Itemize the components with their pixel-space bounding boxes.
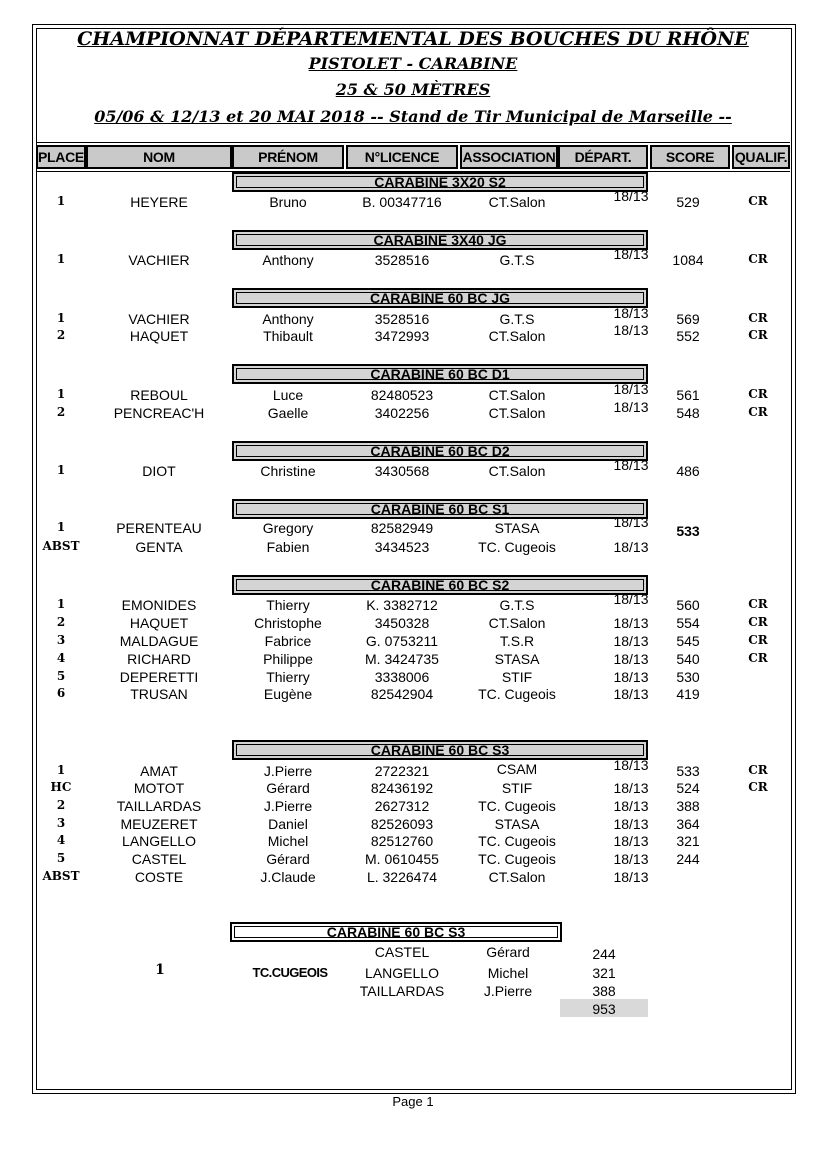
licence-cell: 82512760 xyxy=(370,833,434,849)
depart-cell: 18/13 xyxy=(613,514,649,530)
col-header-place: PLACE xyxy=(36,145,86,169)
result-row xyxy=(36,633,790,651)
col-header-association: ASSOCIATION xyxy=(460,145,558,169)
result-row xyxy=(36,246,790,270)
licence-cell: 82542904 xyxy=(370,686,434,702)
result-row xyxy=(36,686,790,704)
team-member-nom: CASTEL xyxy=(374,944,430,960)
category-banner: CARABINE 3X20 S2 xyxy=(232,172,648,192)
prenom-cell: J.Pierre xyxy=(263,798,313,814)
prenom-cell: Fabien xyxy=(266,539,310,555)
score-cell: 554 xyxy=(676,615,700,631)
prenom-cell: Anthony xyxy=(262,311,314,327)
team-member-row xyxy=(0,944,826,962)
association-cell: TC. Cugeois xyxy=(478,686,556,702)
depart-cell: 18/13 xyxy=(613,633,649,649)
nom-cell: MOTOT xyxy=(133,780,185,796)
depart-cell: 18/13 xyxy=(613,322,649,338)
licence-cell: 82480523 xyxy=(370,387,434,403)
depart-cell: 18/13 xyxy=(613,615,649,631)
licence-cell: 3338006 xyxy=(374,669,430,685)
place-cell: 4 xyxy=(56,833,66,847)
association-cell: TC. Cugeois xyxy=(478,798,556,814)
nom-cell: DEPERETTI xyxy=(119,669,199,685)
result-row xyxy=(36,869,790,887)
place-cell: 2 xyxy=(56,328,66,342)
place-cell: 4 xyxy=(56,651,66,665)
result-row xyxy=(36,851,790,869)
prenom-cell: Bruno xyxy=(269,194,307,210)
col-header-score: SCORE xyxy=(650,145,730,169)
depart-cell: 18/13 xyxy=(613,869,649,885)
depart-cell: 18/13 xyxy=(613,651,649,667)
association-cell: T.S.R xyxy=(499,633,535,649)
licence-cell: 2722321 xyxy=(374,763,430,779)
team-member-nom: LANGELLO xyxy=(365,965,439,981)
nom-cell: LANGELLO xyxy=(122,833,196,849)
association-cell: TC. Cugeois xyxy=(478,851,556,867)
prenom-cell: Luce xyxy=(272,387,304,403)
score-cell: 1084 xyxy=(672,252,704,268)
licence-cell: K. 3382712 xyxy=(366,597,438,613)
depart-cell: 18/13 xyxy=(613,188,649,204)
licence-cell: 3402256 xyxy=(374,405,430,421)
prenom-cell: Gérard xyxy=(266,780,310,796)
score-cell: 244 xyxy=(676,851,700,867)
depart-cell: 18/13 xyxy=(613,305,649,321)
licence-cell: 3434523 xyxy=(374,539,430,555)
score-cell: 530 xyxy=(676,669,700,685)
depart-cell: 18/13 xyxy=(613,246,649,262)
nom-cell: HEYERE xyxy=(130,194,188,210)
category-banner: CARABINE 60 BC D1 xyxy=(232,364,648,384)
score-cell: 569 xyxy=(676,311,700,327)
licence-cell: 3528516 xyxy=(374,311,430,327)
score-cell: 486 xyxy=(676,463,700,479)
category-banner: CARABINE 60 BC JG xyxy=(232,288,648,308)
team-total: 953 xyxy=(592,1001,616,1017)
category-banner: CARABINE 60 BC S1 xyxy=(232,499,648,519)
score-cell: 321 xyxy=(676,833,700,849)
licence-cell: 3450328 xyxy=(374,615,430,631)
prenom-cell: Michel xyxy=(267,833,309,849)
qualif-cell: CR xyxy=(748,763,768,777)
depart-cell: 18/13 xyxy=(613,816,649,832)
depart-cell: 18/13 xyxy=(613,686,649,702)
depart-cell: 18/13 xyxy=(613,381,649,397)
licence-cell: M. 3424735 xyxy=(365,651,439,667)
result-row xyxy=(36,591,790,615)
association-cell: CT.Salon xyxy=(488,194,546,210)
col-header-licence: N°LICENCE xyxy=(346,145,458,169)
place-cell: HC xyxy=(50,780,72,794)
licence-cell: 82582949 xyxy=(370,520,434,536)
qualif-cell: CR xyxy=(748,405,768,419)
result-row xyxy=(36,651,790,669)
prenom-cell: Thierry xyxy=(266,669,310,685)
prenom-cell: Eugène xyxy=(263,686,313,702)
nom-cell: HAQUET xyxy=(129,615,189,631)
col-header-depart: DÉPART. xyxy=(558,145,648,169)
category-banner: CARABINE 60 BC S3 xyxy=(232,740,648,760)
place-cell: ABST xyxy=(42,869,80,883)
category-banner: CARABINE 60 BC D2 xyxy=(232,441,648,461)
place-cell: 1 xyxy=(56,252,66,266)
score-cell: 540 xyxy=(676,651,700,667)
association-cell: G.T.S xyxy=(499,252,535,268)
association-cell: TC. Cugeois xyxy=(478,833,556,849)
nom-cell: COSTE xyxy=(134,869,184,885)
result-row xyxy=(36,757,790,781)
team-member-score: 321 xyxy=(592,965,616,981)
association-cell: STASA xyxy=(494,816,540,832)
place-cell: 3 xyxy=(56,633,66,647)
score-cell: 548 xyxy=(676,405,700,421)
association-cell: TC. Cugeois xyxy=(478,539,556,555)
nom-cell: EMONIDES xyxy=(121,597,197,613)
licence-cell: 3528516 xyxy=(374,252,430,268)
prenom-cell: Thibault xyxy=(263,328,313,344)
depart-cell: 18/13 xyxy=(613,851,649,867)
place-cell: 2 xyxy=(56,798,66,812)
nom-cell: VACHIER xyxy=(128,311,190,327)
prenom-cell: Daniel xyxy=(268,816,308,832)
place-cell: 1 xyxy=(56,520,66,534)
nom-cell: PERENTEAU xyxy=(116,520,202,536)
result-row xyxy=(36,780,790,798)
depart-cell: 18/13 xyxy=(613,591,649,607)
qualif-cell: CR xyxy=(748,311,768,325)
document-subtitle: PISTOLET - CARABINE xyxy=(308,54,518,73)
prenom-cell: Gaelle xyxy=(267,405,309,421)
association-cell: STIF xyxy=(501,669,533,685)
score-cell: 545 xyxy=(676,633,700,649)
place-cell: 5 xyxy=(56,851,66,865)
prenom-cell: Gérard xyxy=(266,851,310,867)
place-cell: 1 xyxy=(56,463,66,477)
nom-cell: CASTEL xyxy=(131,851,187,867)
nom-cell: MALDAGUE xyxy=(119,633,199,649)
team-category-banner: CARABINE 60 BC S3 xyxy=(230,922,562,942)
qualif-cell: CR xyxy=(748,328,768,342)
score-cell: 364 xyxy=(676,816,700,832)
licence-cell: M. 0610455 xyxy=(365,851,439,867)
nom-cell: AMAT xyxy=(140,763,178,779)
nom-cell: GENTA xyxy=(135,539,183,555)
qualif-cell: CR xyxy=(748,597,768,611)
qualif-cell: CR xyxy=(748,194,768,208)
document-title: CHAMPIONNAT DÉPARTEMENTAL DES BOUCHES DU RHÔNE xyxy=(77,28,749,50)
score-cell: 552 xyxy=(676,328,700,344)
score-cell: 388 xyxy=(676,798,700,814)
place-cell: 5 xyxy=(56,669,66,683)
category-banner: CARABINE 60 BC S2 xyxy=(232,575,648,595)
licence-cell: 82436192 xyxy=(370,780,434,796)
association-cell: G.T.S xyxy=(499,597,535,613)
licence-cell: G. 0753211 xyxy=(365,633,439,649)
depart-cell: 18/13 xyxy=(613,780,649,796)
licence-cell: 3472993 xyxy=(374,328,430,344)
score-cell: 533 xyxy=(676,523,700,539)
qualif-cell: CR xyxy=(748,387,768,401)
document-dates: 05/06 & 12/13 et 20 MAI 2018 -- Stand de Tir Municipal de Marseille -- xyxy=(94,107,732,126)
place-cell: 1 xyxy=(56,597,66,611)
licence-cell: L. 3226474 xyxy=(366,869,438,885)
qualif-cell: CR xyxy=(748,252,768,266)
result-row xyxy=(36,457,790,481)
page-number: Page 1 xyxy=(392,1094,434,1109)
team-member-score: 244 xyxy=(592,946,616,962)
prenom-cell: Christophe xyxy=(254,615,322,631)
association-cell: STASA xyxy=(494,651,540,667)
nom-cell: DIOT xyxy=(142,463,176,479)
col-header-prenom: PRÉNOM xyxy=(232,145,344,169)
team-place: 1 xyxy=(155,962,165,978)
col-header-nom: NOM xyxy=(86,145,232,169)
association-cell: CT.Salon xyxy=(488,328,546,344)
team-member-nom: TAILLARDAS xyxy=(359,983,445,999)
licence-cell: 2627312 xyxy=(374,798,430,814)
qualif-cell: CR xyxy=(748,651,768,665)
prenom-cell: J.Pierre xyxy=(263,763,313,779)
score-cell: 560 xyxy=(676,597,700,613)
qualif-cell: CR xyxy=(748,780,768,794)
prenom-cell: Philippe xyxy=(263,651,313,667)
place-cell: 1 xyxy=(56,387,66,401)
nom-cell: HAQUET xyxy=(129,328,189,344)
nom-cell: VACHIER xyxy=(128,252,190,268)
nom-cell: TAILLARDAS xyxy=(116,798,202,814)
association-cell: CT.Salon xyxy=(488,405,546,421)
qualif-cell: CR xyxy=(748,615,768,629)
result-row xyxy=(36,539,790,557)
col-header-qualif: QUALIF. xyxy=(732,145,790,169)
association-cell: CSAM xyxy=(496,761,538,777)
association-cell: CT.Salon xyxy=(488,463,546,479)
team-member-prenom: J.Pierre xyxy=(483,983,533,999)
document-distance: 25 & 50 MÈTRES xyxy=(335,80,491,99)
nom-cell: TRUSAN xyxy=(130,686,188,702)
place-cell: 1 xyxy=(56,194,66,208)
association-cell: STIF xyxy=(501,780,533,796)
result-row xyxy=(36,514,790,539)
team-club: TC.CUGEOIS xyxy=(252,965,328,980)
licence-cell: B. 00347716 xyxy=(362,194,442,210)
result-row xyxy=(36,615,790,633)
association-cell: CT.Salon xyxy=(488,387,546,403)
depart-cell: 18/13 xyxy=(613,833,649,849)
nom-cell: MEUZERET xyxy=(120,816,198,832)
place-cell: 3 xyxy=(56,816,66,830)
result-row xyxy=(36,399,790,423)
depart-cell: 18/13 xyxy=(613,757,649,773)
depart-cell: 18/13 xyxy=(613,798,649,814)
licence-cell: 82526093 xyxy=(370,816,434,832)
team-member-row xyxy=(0,983,826,1001)
team-member-prenom: Michel xyxy=(487,965,529,981)
nom-cell: RICHARD xyxy=(127,651,191,667)
depart-cell: 18/13 xyxy=(613,399,649,415)
place-cell: 1 xyxy=(56,311,66,325)
prenom-cell: J.Claude xyxy=(260,869,316,885)
result-row xyxy=(36,322,790,346)
category-banner: CARABINE 3X40 JG xyxy=(232,230,648,250)
team-member-score: 388 xyxy=(592,983,616,999)
header-divider xyxy=(36,142,790,143)
prenom-cell: Fabrice xyxy=(264,633,312,649)
association-cell: STASA xyxy=(494,520,540,536)
score-cell: 533 xyxy=(676,763,700,779)
score-cell: 524 xyxy=(676,780,700,796)
depart-cell: 18/13 xyxy=(613,457,649,473)
depart-cell: 18/13 xyxy=(613,669,649,685)
result-row xyxy=(36,833,790,851)
prenom-cell: Anthony xyxy=(262,252,314,268)
result-row xyxy=(36,188,790,212)
place-cell: 2 xyxy=(56,615,66,629)
prenom-cell: Thierry xyxy=(266,597,310,613)
prenom-cell: Gregory xyxy=(262,520,314,536)
score-cell: 419 xyxy=(676,686,700,702)
place-cell: 1 xyxy=(56,763,66,777)
association-cell: CT.Salon xyxy=(488,615,546,631)
score-cell: 561 xyxy=(676,387,700,403)
place-cell: 2 xyxy=(56,405,66,419)
team-member-prenom: Gérard xyxy=(486,944,530,960)
result-row xyxy=(36,816,790,834)
association-cell: CT.Salon xyxy=(488,869,546,885)
team-member-row xyxy=(0,965,826,983)
licence-cell: 3430568 xyxy=(374,463,430,479)
association-cell: G.T.S xyxy=(499,311,535,327)
place-cell: ABST xyxy=(42,539,80,553)
nom-cell: REBOUL xyxy=(130,387,188,403)
score-cell: 529 xyxy=(676,194,700,210)
depart-cell: 18/13 xyxy=(613,539,649,555)
result-row xyxy=(36,669,790,687)
qualif-cell: CR xyxy=(748,633,768,647)
result-row xyxy=(36,798,790,816)
place-cell: 6 xyxy=(56,686,66,700)
prenom-cell: Christine xyxy=(260,463,316,479)
nom-cell: PENCREAC'H xyxy=(113,405,205,421)
